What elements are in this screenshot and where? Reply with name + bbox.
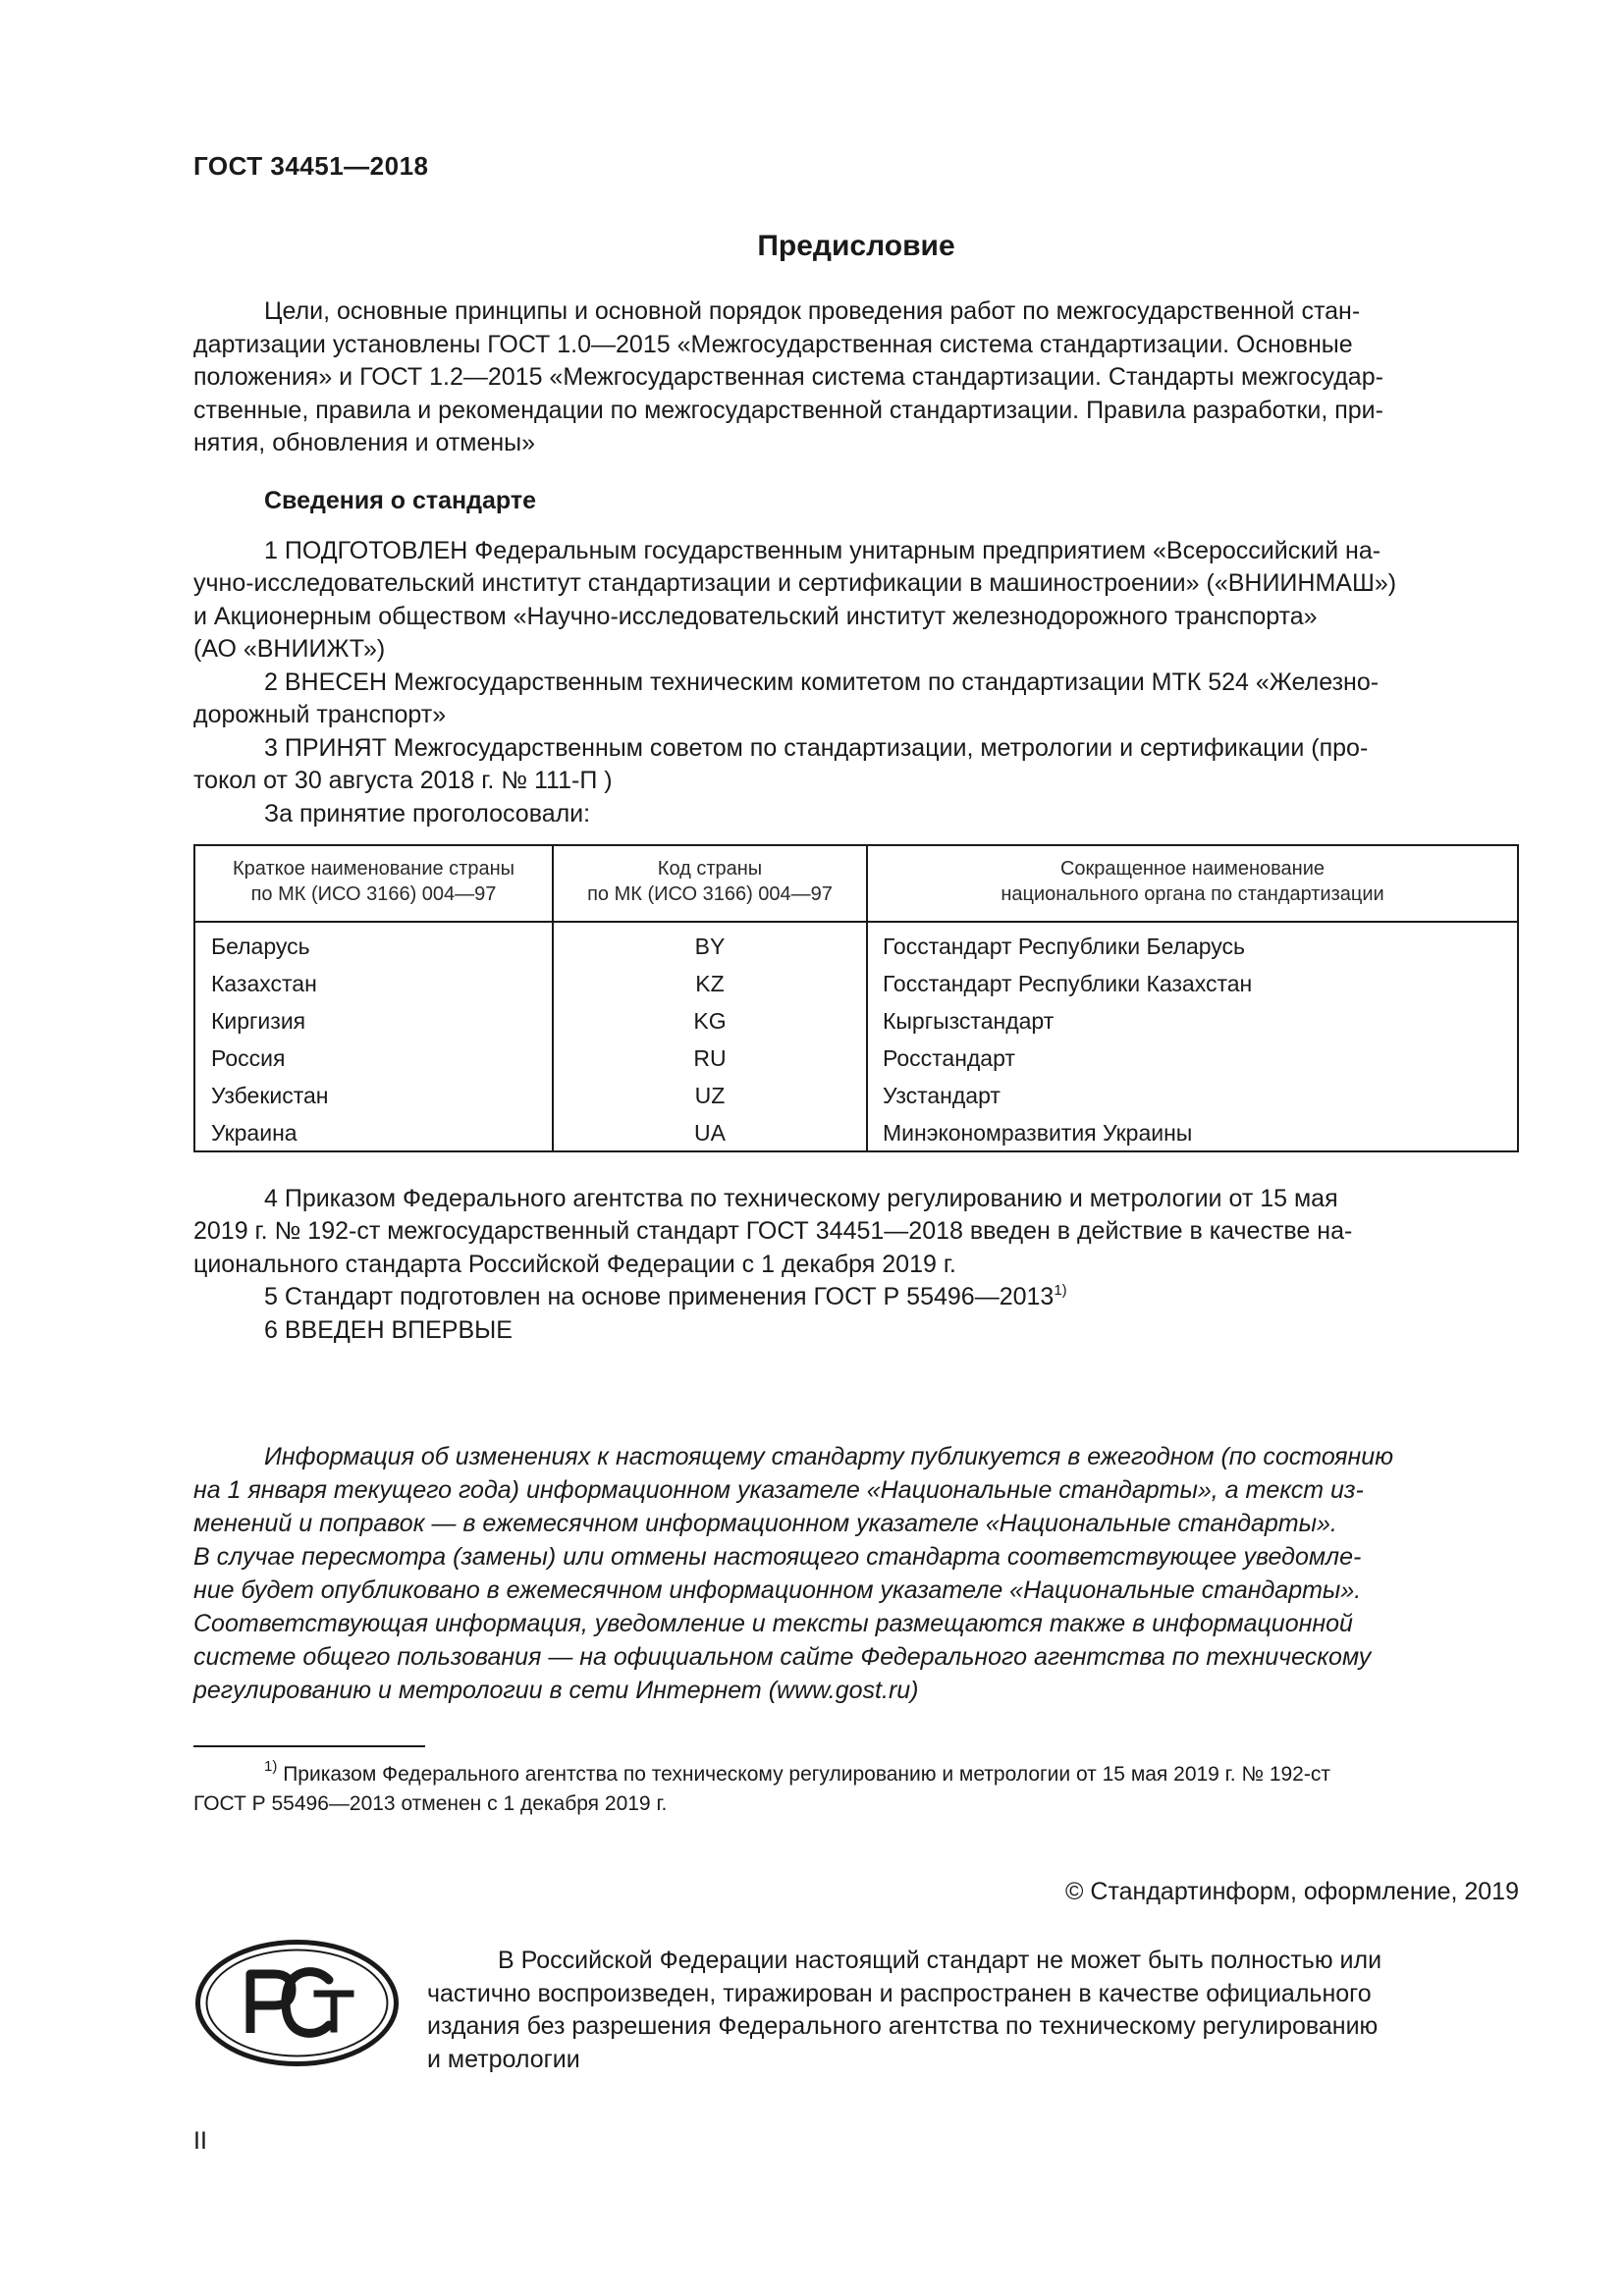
footnote-line: $^{1)}$ Приказом Федерального агентства по техническому регулированию и метрологии от 15 мая 2019 г. № 192-ст [264,1758,1330,1786]
table-cell-country: Украина [211,1120,298,1146]
document-id: ГОСТ 34451—2018 [193,151,429,181]
intro-line: положения» и ГОСТ 1.2—2015 «Межгосударственная система стандартизации. Стандарты межгосудар- [193,363,1383,391]
table-cell-code: BY [694,934,726,959]
notice-line: системе общего пользования — на официальном сайте Федерального агентства по техническому [193,1643,1372,1671]
item-1-line: 1 ПОДГОТОВЛЕН Федеральным государственным унитарным предприятием «Всероссийский на- [264,537,1381,564]
item-1-line: (АО «ВНИИЖТ») [193,635,386,663]
intro-line: Цели, основные принципы и основной порядок проведения работ по межгосударственной стан- [264,297,1361,325]
table-header-country: Краткое наименование страны по МК (ИСО 3166) 004—97 [232,858,515,905]
item-2-line: дорожный транспорт» [193,701,447,728]
rights-line: издания без разрешения Федерального агентства по техническому регулированию [427,2012,1379,2040]
document-page [193,0,1519,2296]
rights-line: и метрологии [427,2046,580,2073]
notice-line: В случае пересмотра (замены) или отмены настоящего стандарта соответствующее уведомле- [193,1543,1362,1571]
notice-line: Соответствующая информация, уведомление и тексты размещаются также в информационной [193,1610,1353,1637]
item-4-line: ционального стандарта Российской Федерации с 1 декабря 2019 г. [193,1251,956,1278]
item-4-line: 4 Приказом Федерального агентства по техническому регулированию и метрологии от 15 мая [264,1185,1338,1212]
page-title: Предисловие [757,230,955,262]
section-heading: Сведения о стандарте [264,487,537,514]
footnote-rule [193,1745,425,1747]
copyright: © Стандартинформ, оформление, 2019 [1065,1878,1519,1905]
notice-line: регулированию и метрологии в сети Интернет (www.gost.ru) [193,1677,919,1704]
item-1-line: учно-исследовательский институт стандартизации и сертификации в машиностроении» («ВНИИНМАШ») [193,569,1397,597]
voting-table [193,844,1519,1152]
table-cell-country: Киргизия [211,1008,306,1034]
table-header-body: Сокращенное наименование национального органа по стандартизации [1001,858,1384,905]
table-cell-body: Минэкономразвития Украины [883,1120,1193,1146]
table-cell-country: Беларусь [211,934,310,959]
table-cell-code: RU [693,1045,727,1071]
table-cell-code: KZ [695,971,725,996]
table-cell-body: Узстандарт [883,1083,1001,1108]
notice-line: Информация об изменениях к настоящему стандарту публикуется в ежегодном (по состоянию [264,1443,1393,1470]
page-number: II [193,2127,207,2155]
item-4-line: 2019 г. № 192-ст межгосударственный стандарт ГОСТ 34451—2018 введен в действие в качестве на- [193,1217,1353,1245]
table-header-code: Код страны по МК (ИСО 3166) 004—97 [587,858,833,905]
table-cell-country: Россия [211,1045,286,1071]
pct-certification-mark-icon [193,1937,401,2069]
voted-label: За принятие проголосовали: [264,800,591,828]
footnote-line: ГОСТ Р 55496—2013 отменен с 1 декабря 2019 г. [193,1792,668,1815]
table-cell-country: Узбекистан [211,1083,329,1108]
footnote-marker: 1) [264,1758,278,1775]
notice-line: на 1 января текущего года) информационном указателе «Национальные стандарты», а текст из- [193,1476,1364,1504]
table-cell-country: Казахстан [211,971,317,996]
table-cell-body: Госстандарт Республики Казахстан [883,971,1253,996]
rights-line: В Российской Федерации настоящий стандарт не может быть полностью или [498,1947,1382,1974]
intro-line: нятия, обновления и отмены» [193,429,536,456]
table-header-rule [195,921,1517,923]
notice-line: ние будет опубликовано в ежемесячном информационном указателе «Национальные стандарты». [193,1576,1362,1604]
item-5-line [264,1281,1067,1314]
table-cell-code: UA [694,1120,726,1146]
intro-line: ственные, правила и рекомендации по межгосударственной стандартизации. Правила разработки, при- [193,397,1383,424]
footnote-ref: 1) [1054,1282,1067,1299]
intro-line: дартизации установлены ГОСТ 1.0—2015 «Межгосударственная система стандартизации. Основные [193,331,1353,358]
table-cell-code: UZ [694,1083,726,1108]
item-2-line: 2 ВНЕСЕН Межгосударственным техническим комитетом по стандартизации МТК 524 «Железно- [264,668,1380,696]
table-cell-body: Госстандарт Республики Беларусь [883,934,1246,959]
notice-line: менений и поправок — в ежемесячном информационном указателе «Национальные стандарты». [193,1510,1337,1537]
item-5-text: 5 Стандарт подготовлен на основе применения ГОСТ Р 55496—2013 [264,1283,1055,1310]
rights-line: частично воспроизведен, тиражирован и распространен в качестве официального [427,1980,1372,2007]
item-1-line: и Акционерным обществом «Научно-исследовательский институт железнодорожного транспорта» [193,603,1318,630]
table-cell-body: Росстандарт [883,1045,1015,1071]
item-3-line: токол от 30 августа 2018 г. № 111-П ) [193,767,613,794]
table-cell-body: Кыргызстандарт [883,1008,1055,1034]
table-cell-code: KG [693,1008,727,1034]
item-6-line: 6 ВВЕДЕН ВПЕРВЫЕ [264,1316,513,1344]
item-3-line: 3 ПРИНЯТ Межгосударственным советом по стандартизации, метрологии и сертификации (про- [264,734,1369,762]
